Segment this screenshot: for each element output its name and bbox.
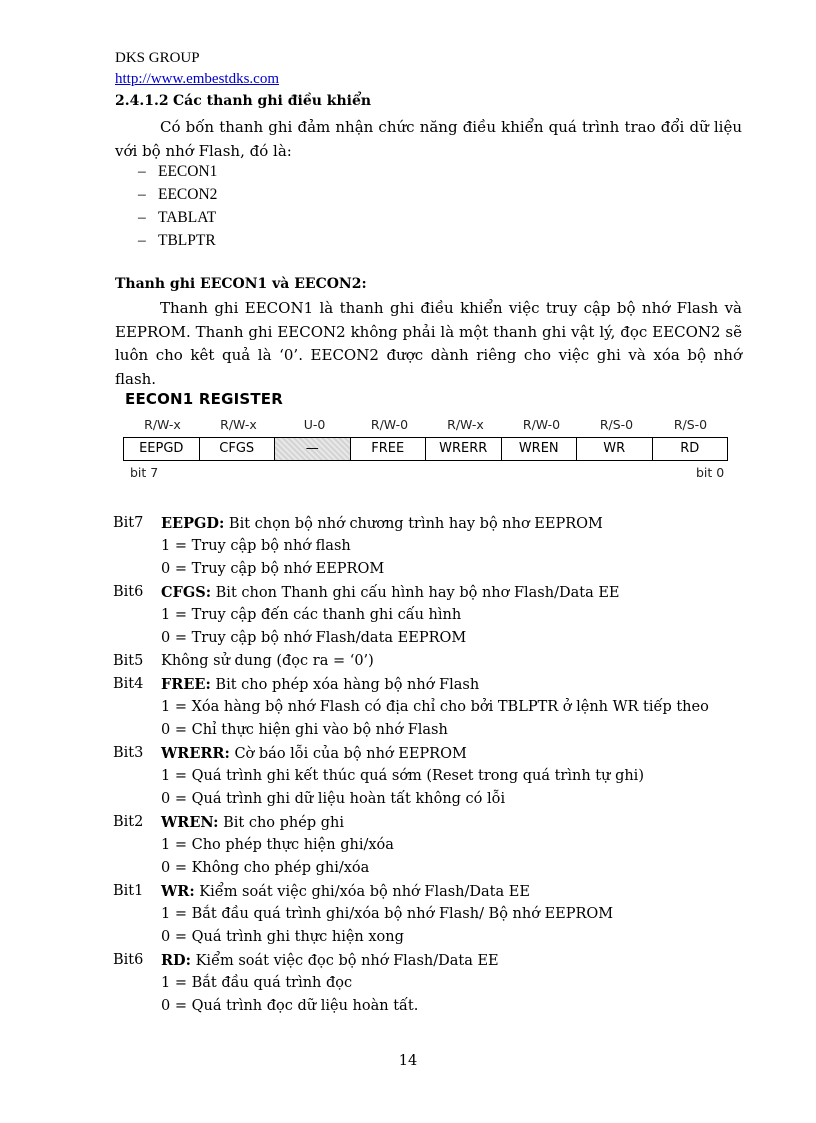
list-item: – TABLAT — [138, 209, 217, 226]
page-number: 14 — [398, 1053, 418, 1069]
register-bit-cell: WREN — [502, 438, 578, 460]
register-bit-cell: FREE — [351, 438, 427, 460]
bit-name: WREN: — [161, 814, 219, 831]
bit-summary: Bit cho phép ghi — [218, 815, 344, 831]
register-lsb-label: bit 0 — [696, 465, 725, 480]
bit-number: Bit2 — [113, 814, 144, 830]
register-access-label: R/S-0 — [599, 417, 634, 432]
register-bit-cell-unused: — — [275, 438, 351, 460]
register-figure-title: EECON1 REGISTER — [125, 390, 283, 408]
list-item: – TBLPTR — [138, 232, 216, 249]
header-group-name: DKS GROUP — [115, 50, 200, 66]
bit-number: Bit6 — [113, 952, 144, 968]
bit-summary: Bit chon Thanh ghi cấu hình hay bộ nhơ Flash/Data EE — [211, 585, 620, 601]
bit-summary: Bit chọn bộ nhớ chương trình hay bộ nhơ EEPROM — [224, 516, 603, 532]
register-bit-cell: RD — [680, 441, 700, 456]
bit-name: EEPGD: — [161, 515, 225, 532]
register-access-label: R/W-x — [447, 417, 484, 432]
bit-number: Bit6 — [113, 584, 144, 600]
register-bit-cell: CFGS — [200, 438, 276, 460]
bit-summary: Kiểm soát việc đọc bộ nhớ Flash/Data EE — [190, 953, 499, 969]
bit-name: WR: — [161, 883, 195, 900]
list-item: – EECON2 — [138, 186, 218, 203]
register-access-label: R/W-0 — [370, 417, 409, 432]
bit-number: Bit4 — [113, 676, 144, 692]
subsection-paragraph: Thanh ghi EECON1 là thanh ghi điều khiển việc truy cập bộ nhớ Flash và EEPROM. Thanh ghi EECON2 không phải là một thanh ghi vật lý, đọc EECON2 sẽ luôn cho kêt quả là ‘0’. EECON2 được dành riêng cho việc ghi và xóa bộ nhớ flash. — [115, 299, 742, 388]
section-heading — [115, 93, 371, 109]
document-page: DKS GROUP http://www.embestdks.com 2.4.1.2 Các thanh ghi điều khiển Có bốn thanh ghi đảm nhận chức năng điều khiển quá trình trao đổi dữ liệu với bộ nhớ Flash, đó là: – EECON1 – EECON2 – TABLAT – TBLPTR Thanh ghi EECON1 và EECON2: Thanh ghi EECON1 là thanh ghi điều khiển việc truy cập bộ nhớ Flash và EEPROM. Thanh ghi EECON2 không phải là một thanh ghi vật lý, đọc EECON2 sẽ luôn cho kêt quả là ‘0’. EECON2 được dành riêng cho việc ghi và xóa bộ nhớ flash. EECON1 REGISTER R/W-x R/W-x U-0 R/W-0 R/W-x R/W-0 R/S-0 R/S-0 EEPGD CFGS — FREE WRERR WREN WR RD bit 7 bit 0 Bit7 EEPGD: Bit chọn bộ nhớ chương trình hay bộ nhơ EEPROM 1 = Truy cập bộ nhớ flash 0 = Truy cập bộ nhớ EEPROM Bit6 CFGS: Bit chon Thanh ghi cấu hình hay bộ nhơ Flash/Data EE 1 = Truy cập đến các thanh ghi cấu hình 0 = Truy cập bộ nhớ Flash/data EEPROM Bit5 Không sử dung (đọc ra = ‘0’) Bit4 FREE: Bit cho phép xóa hàng bộ nhớ Flash 1 = Xóa hàng bộ nhớ Flash có địa chỉ cho bởi TBLPTR ở lệnh WR tiếp theo 0 = Chỉ thực hiện ghi vào bộ nhớ Flash Bit3 WRERR: Cờ báo lỗi của bộ nhớ EEPROM 1 = Quá trình ghi kết thúc quá sớm (Reset trong quá trình tự ghi) 0 = Quá trình ghi dữ liệu hoàn tất không có lỗi Bit2 WREN: Bit cho phép ghi 1 = Cho phép thực hiện ghi/xóa 0 = Không cho phép ghi/xóa Bit1 WR: Kiểm soát việc ghi/xóa bộ nhớ Flash/Data EE 1 = Bắt đầu quá trình ghi/xóa bộ nhớ Flash/ Bộ nhớ EEPROM 0 = Quá trình ghi thực hiện xong Bit6 RD: Kiểm soát việc đọc bộ nhớ Flash/Data EE 1 = Bắt đầu quá trình đọc 0 = Quá trình đọc dữ liệu hoàn tất. 14 — [0, 0, 816, 1123]
section-number: 2.4.1.2 — [115, 93, 169, 109]
bit-number: Bit1 — [113, 883, 144, 899]
header-website-link[interactable]: http://www.embestdks.com — [115, 71, 280, 87]
section-intro-paragraph: Có bốn thanh ghi đảm nhận chức năng điều khiển quá trình trao đổi dữ liệu với bộ nhớ Flash, đó là: — [115, 118, 742, 160]
bit-name: RD: — [161, 952, 191, 969]
bit-name: FREE: — [161, 676, 211, 693]
list-item: – EECON1 — [138, 163, 218, 180]
section-title: Các thanh ghi điều khiển — [173, 93, 372, 109]
bit-summary: Kiểm soát việc ghi/xóa bộ nhớ Flash/Data EE — [194, 884, 530, 900]
register-access-label: R/W-0 — [522, 417, 561, 432]
register-bit-cell: WR — [577, 438, 653, 460]
register-list — [138, 160, 217, 252]
register-bit-table — [123, 437, 728, 461]
register-access-label: R/W-x — [220, 417, 257, 432]
subsection-heading: Thanh ghi EECON1 và EECON2: — [115, 276, 367, 292]
bit-number: Bit7 — [113, 515, 144, 531]
register-msb-label: bit 7 — [130, 465, 159, 480]
register-bit-cell: EEPGD — [124, 438, 200, 460]
bit-number: Bit5 — [113, 653, 144, 669]
bit-name: CFGS: — [161, 584, 212, 601]
bit-summary: Không sử dung (đọc ra = ‘0’) — [161, 653, 374, 669]
register-bit-cell: WRERR — [426, 438, 502, 460]
register-access-label: U-0 — [303, 417, 326, 432]
bit-summary: Cờ báo lỗi của bộ nhớ EEPROM — [229, 746, 467, 762]
register-access-label: R/S-0 — [673, 417, 708, 432]
bit-summary: Bit cho phép xóa hàng bộ nhớ Flash — [210, 677, 480, 693]
register-access-label: R/W-x — [144, 417, 181, 432]
bit-name: WRERR: — [161, 745, 230, 762]
bit-number: Bit3 — [113, 745, 144, 761]
